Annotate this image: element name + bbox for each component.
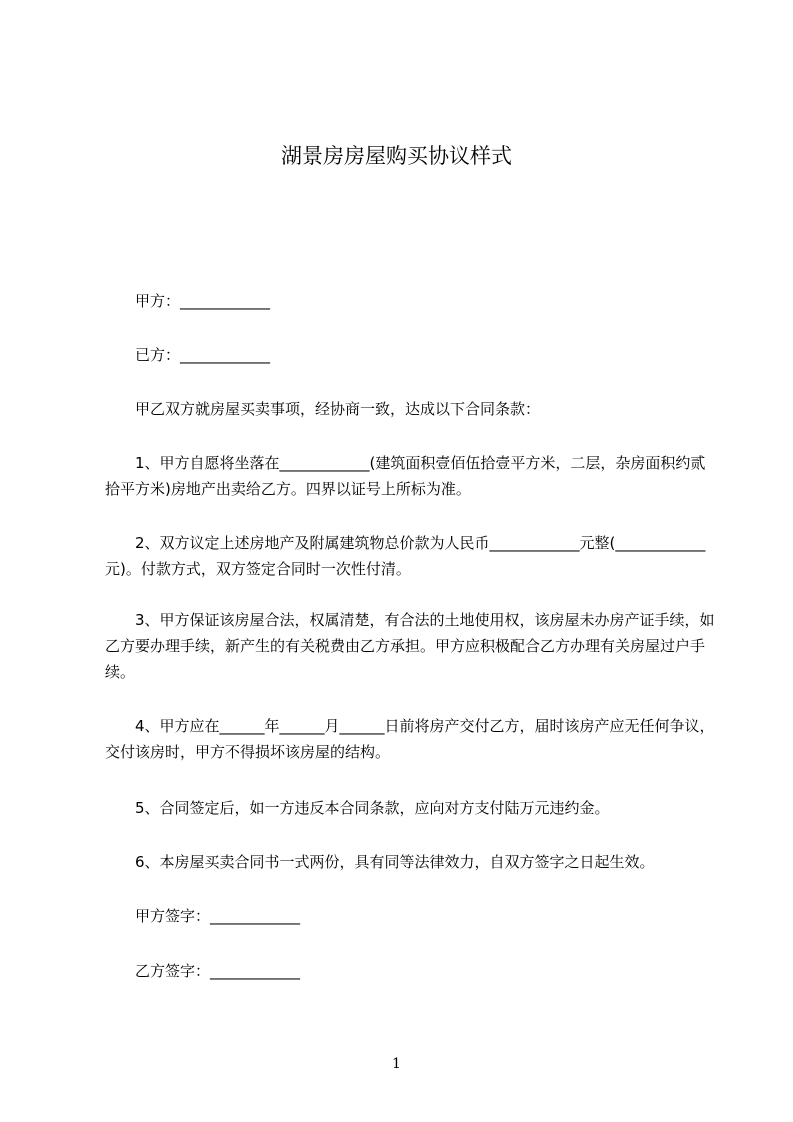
clause-2: 2、双方议定上述房地产及附属建筑物总价款为人民币____________元整(____________元)。付款方式，双方签定合同时一次性付清。 bbox=[105, 534, 706, 578]
document-title: 湖景房房屋购买协议样式 bbox=[281, 144, 512, 168]
page-number: 1 bbox=[392, 1056, 401, 1072]
party-a-line: 甲方：____________ bbox=[135, 292, 271, 310]
clause-1: 1、甲方自愿将坐落在____________(建筑面积壹佰伍拾壹平方米，二层，杂房面积约贰拾平方米)房地产出卖给乙方。四界以证号上所标为准。 bbox=[105, 454, 706, 498]
party-b-line: 已方：____________ bbox=[135, 346, 271, 364]
clause-3: 3、甲方保证该房屋合法，权属清楚，有合法的土地使用权，该房屋未办房产证手续，如乙方要办理手续，新产生的有关税费由乙方承担。甲方应积极配合乙方办理有关房屋过户手续。 bbox=[105, 611, 715, 681]
clause-4: 4、甲方应在______年______月______日前将房产交付乙方，届时该房产应无任何争议，交付该房时，甲方不得损坏该房屋的结构。 bbox=[105, 717, 715, 761]
signature-b-line: 乙方签字：____________ bbox=[135, 962, 301, 980]
intro-paragraph: 甲乙双方就房屋买卖事项，经协商一致，达成以下合同条款： bbox=[135, 400, 541, 418]
signature-a-line: 甲方签字：____________ bbox=[135, 907, 301, 925]
clause-6: 6、本房屋买卖合同书一式两份，具有同等法律效力，自双方签字之日起生效。 bbox=[135, 853, 655, 871]
clause-5: 5、合同签定后，如一方违反本合同条款，应向对方支付陆万元违约金。 bbox=[135, 799, 610, 817]
